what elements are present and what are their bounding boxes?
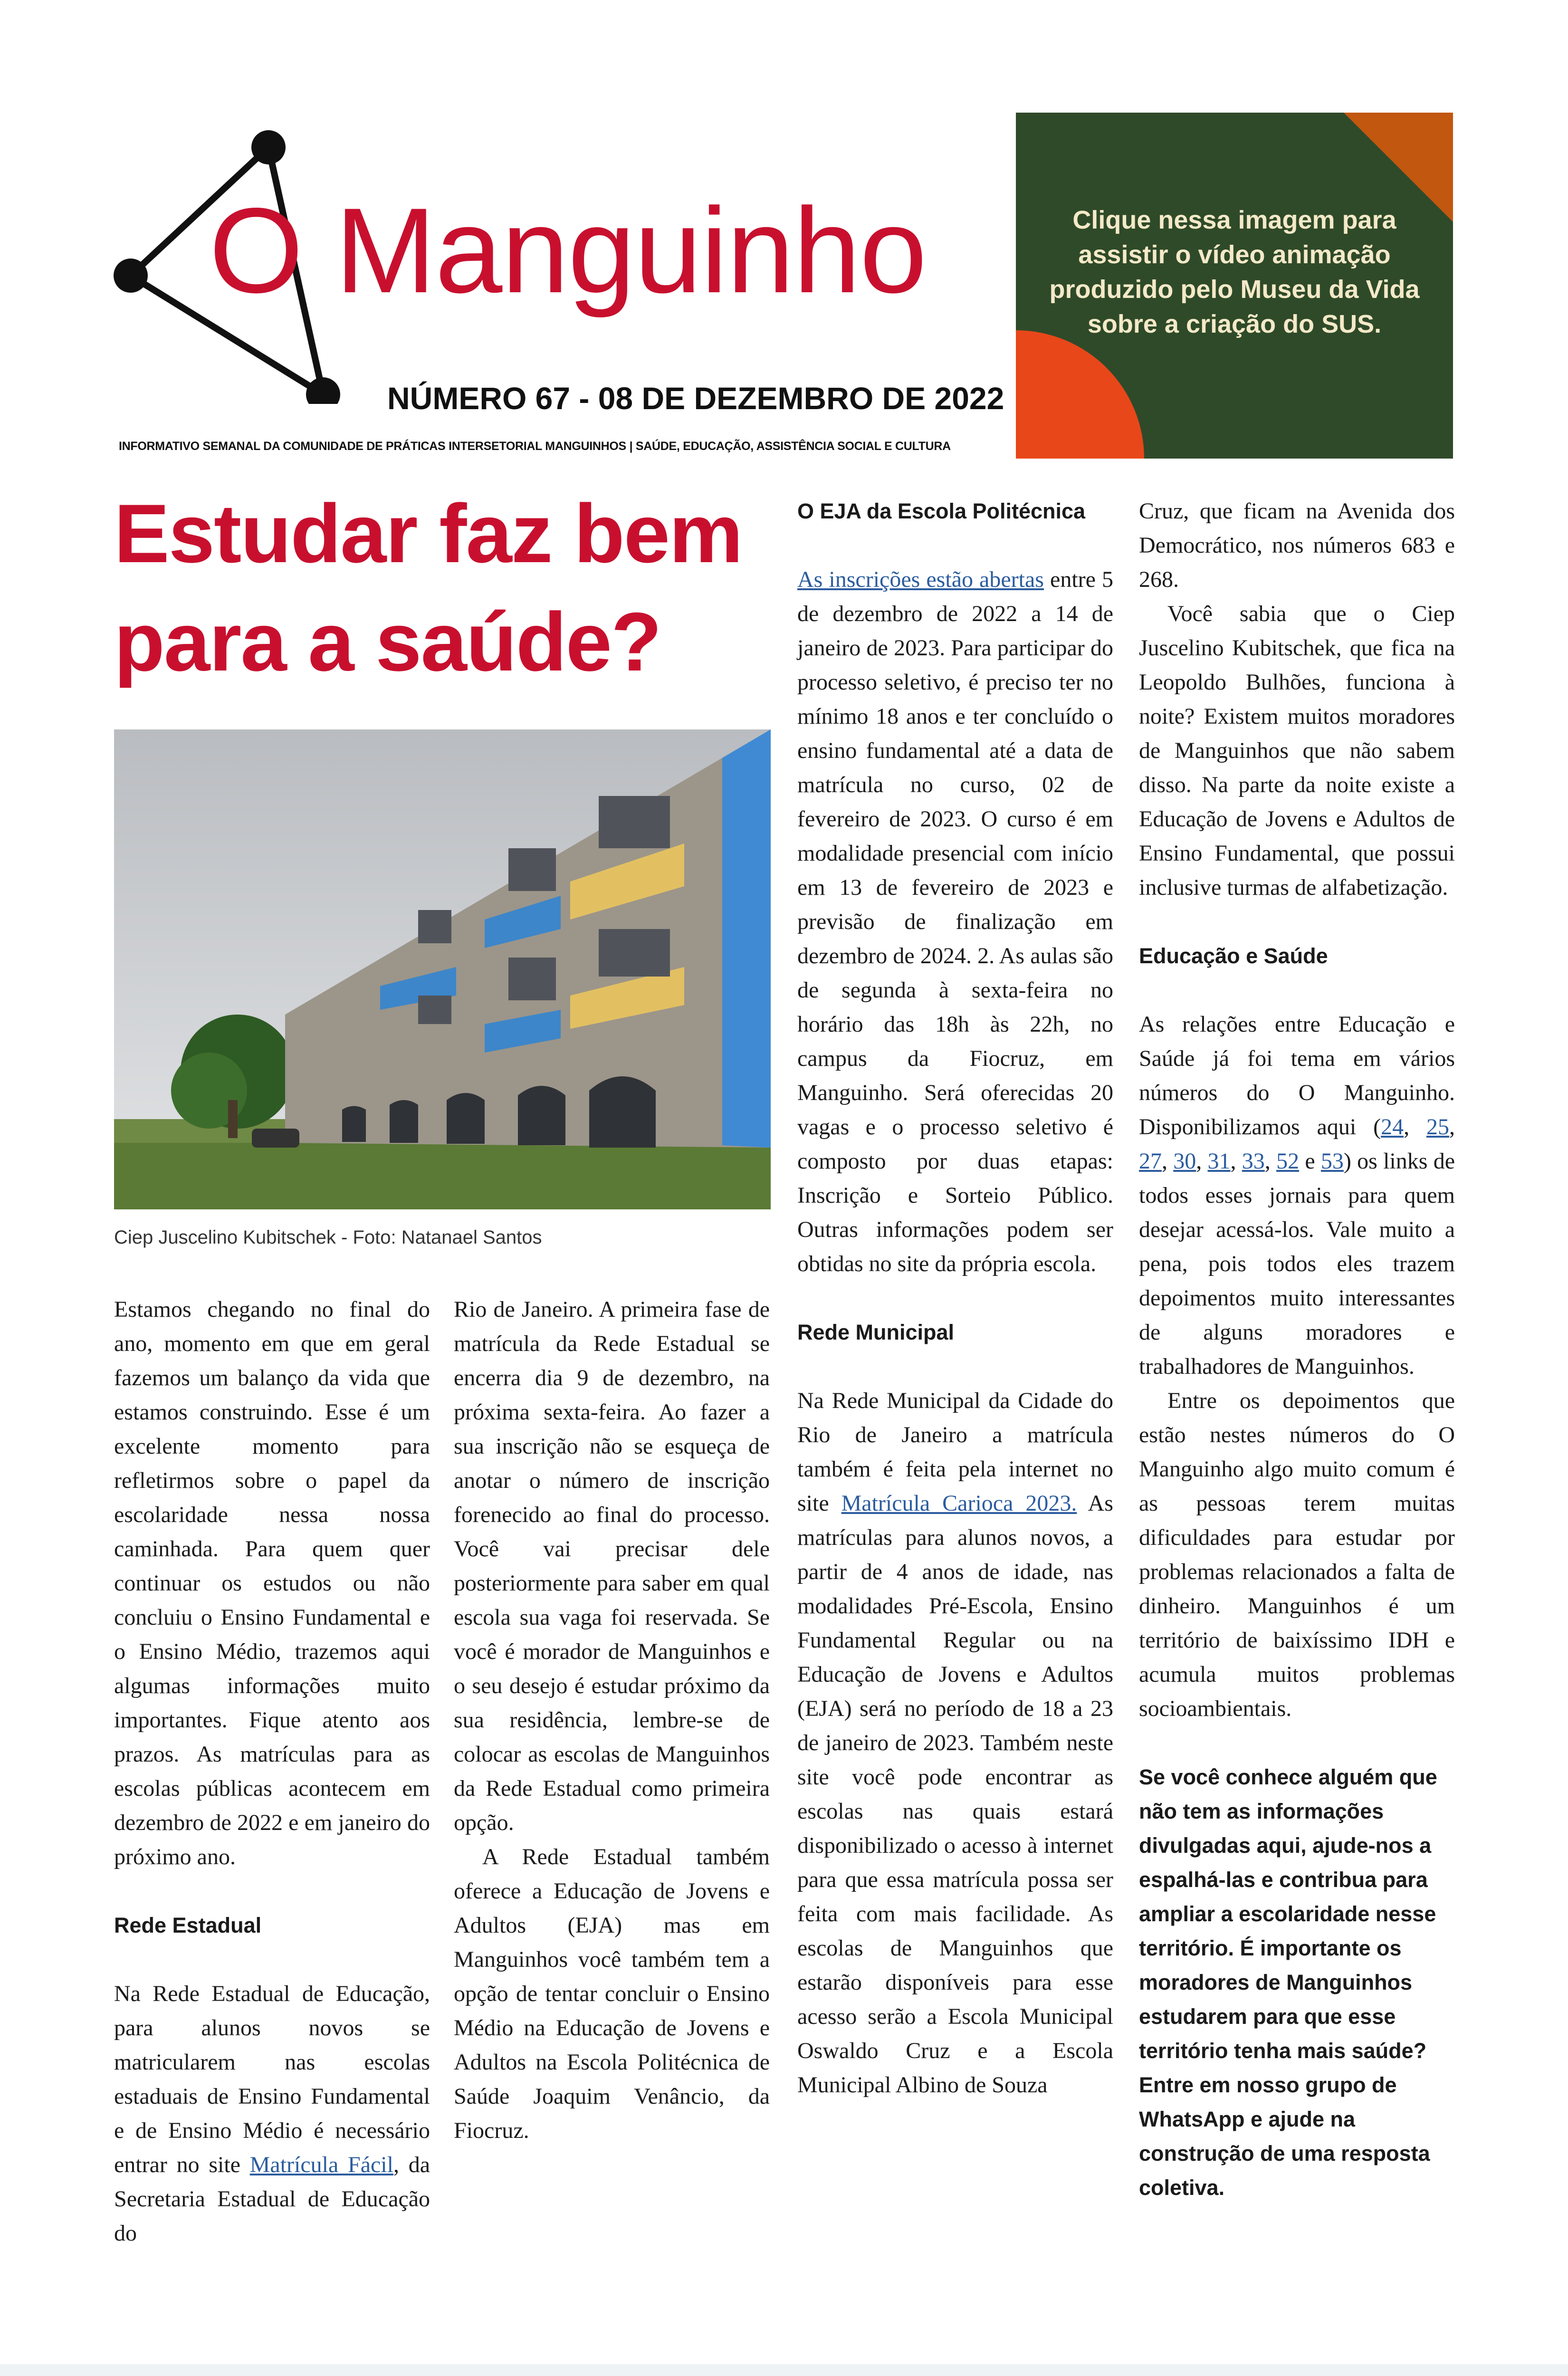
paragraph-text: As relações entre Educação e Saúde já foi tema em vários números do O Manguinho. Disponibilizamos aqui ( <box>1139 1012 1455 1140</box>
paragraph: As relações entre Educação e Saúde já foi tema em vários números do O Manguinho. Disponibilizamos aqui (24, 25, 27, 30, 31, 33, 52 e 53) os links de todos esses jornais para quem desejar acessá-los. Vale muito a pena, pois todos eles trazem depoimentos muito interessantes de alguns moradores e trabalhadores de Manguinhos. <box>1139 1012 1455 1379</box>
section-heading-eja: O EJA da Escola Politécnica <box>797 499 1086 523</box>
paragraph-text: , da Secretaria Estadual de Educação do <box>114 2152 430 2246</box>
headline-line: para a saúde? <box>114 595 661 689</box>
masthead-title: O Manguinho <box>209 183 926 318</box>
promo-text: Clique nessa imagem para assistir o vídeo animação produzido pelo Museu da Vida sobre a criação do SUS. <box>1049 206 1420 338</box>
article-column-4 <box>1139 494 1455 2205</box>
paragraph: A Rede Estadual também oferece a Educação de Jovens e Adultos (EJA) mas em Manguinhos você também tem a opção de tentar concluir o Ensino Médio na Educação de Jovens e Adultos na Escola Politécnica de Saúde Joaquim Venâncio, da Fiocruz. <box>454 1844 770 2143</box>
headline-line: Estudar faz bem <box>114 488 742 580</box>
paragraph-text: Na Rede Municipal da Cidade do Rio de Janeiro a matrícula também é feita pela internet no site <box>797 1388 1113 1516</box>
paragraph-text: As matrículas para alunos novos, a partir de 4 anos de idade, nas modalidades Pré-Escola, Ensino Fundamental Regular ou na Educação de Jovens e Adultos (EJA) será no período de 18 a 23 de janeiro de 2023. Também neste site você pode encontrar as escolas nas quais estará disponibilizado o acesso à internet para que essa matrícula possa ser feita com mais facilidade. As escolas de Manguinhos que estarão disponíveis para esse acesso serão a Escola Municipal Oswaldo Cruz e a Escola Municipal Albino de Souza <box>797 1491 1113 2098</box>
section-heading-educacao-saude: Educação e Saúde <box>1139 944 1328 968</box>
paragraph-text: Na Rede Estadual de Educação, para alunos novos se matricularem nas escolas estaduais de Ensino Fundamental e de Ensino Médio é necessário entrar no site <box>114 1981 430 2177</box>
section-heading-rede-estadual: Rede Estadual <box>114 1913 262 1937</box>
matricula-facil-link[interactable]: Matrícula Fácil <box>249 2152 393 2177</box>
paragraph: Estamos chegando no final do ano, momento em que em geral fazemos um balanço da vida que estamos construindo. Esse é um excelente momento para refletirmos sobre o papel da escolaridade nessa nossa caminhada. Para quem quer continuar os estudos ou não concluiu o Ensino Fundamental e o Ensino Médio, trazemos aqui algumas informações muito importantes. Fique atento aos prazos. As matrículas para as escolas públicas acontecem em dezembro de 2022 e em janeiro do próximo ano. <box>114 1297 430 1869</box>
paragraph <box>114 1977 430 2251</box>
issue-link-24[interactable]: 24 <box>1381 1114 1404 1140</box>
school-building-photo <box>114 729 771 1209</box>
paragraph-text: entre 5 de dezembro de 2022 a 14 de janeiro de 2023. Para participar do processo seletivo, é preciso ter no mínimo 18 anos e ter concluído o ensino fundamental até a data de matrícula no curso, 02 de fevereiro de 2023. O curso é em modalidade presencial com início em 13 de fevereiro de 2023 e previsão de finalização em dezembro de 2024. 2. As aulas são de segunda à sexta-feira no horário das 18h às 22h, no campus da Fiocruz, em Manguinho. Será oferecidas 20 vagas e o processo seletivo é composto por duas etapas: Inscrição e Sorteio Público. Outras informações podem ser obtidas no site da própria escola. <box>797 567 1113 1276</box>
promo-corner-decoration <box>1016 330 1144 459</box>
issue-link-52[interactable]: 52 <box>1276 1149 1300 1174</box>
masthead-tagline: INFORMATIVO SEMANAL DA COMUNIDADE DE PRÁTICAS INTERSETORIAL MANGUINHOS | SAÚDE, EDUCAÇÃO, ASSISTÊNCIA SOCIAL E CULTURA <box>119 440 951 453</box>
paragraph: Entre os depoimentos que estão nestes números do O Manguinho algo muito comum é as pessoas terem muitas dificuldades para estudar por problemas relacionados a falta de dinheiro. Manguinhos é um território de baixíssimo IDH e acumula muitos problemas socioambientais. <box>1139 1388 1455 1721</box>
article-headline <box>114 480 779 696</box>
article-column-2 <box>454 1293 770 2148</box>
photo-caption: Ciep Juscelino Kubitschek - Foto: Natanael Santos <box>114 1227 542 1248</box>
issue-link-33[interactable]: 33 <box>1242 1149 1265 1174</box>
section-heading-rede-municipal: Rede Municipal <box>797 1320 955 1344</box>
issue-link-31[interactable]: 31 <box>1207 1149 1231 1174</box>
paragraph: Cruz, que ficam na Avenida dos Democrático, nos números 683 e 268. <box>1139 498 1455 592</box>
paragraph <box>797 563 1113 1281</box>
call-to-action: Se você conhece alguém que não tem as informações divulgadas aqui, ajude-nos a espalhá-las e contribua para ampliar a escolaridade nesse território. É importante os moradores de Manguinhos estudarem para que esse território tenha mais saúde? Entre em nosso grupo de WhatsApp e ajude na construção de uma resposta coletiva. <box>1139 1765 1437 2200</box>
issue-link-27[interactable]: 27 <box>1139 1149 1162 1174</box>
paragraph: Rio de Janeiro. A primeira fase de matrícula da Rede Estadual se encerra dia 9 de dezembro, na próxima sexta-feira. Ao fazer a sua inscrição não se esqueça de anotar o número de inscrição forenecido ao final do processo. Você vai precisar dele posteriormente para saber em qual escola sua vaga foi reservada. Se você é morador de Manguinhos e o seu desejo é estudar próximo da sua residência, lembre-se de colocar as escolas de Manguinhos da Rede Estadual como primeira opção. <box>454 1297 770 1835</box>
footer <box>0 2364 1568 2376</box>
matricula-carioca-link[interactable]: Matrícula Carioca 2023. <box>841 1491 1077 1516</box>
issue-number-date: NÚMERO 67 - 08 DE DEZEMBRO DE 2022 <box>387 381 1004 416</box>
paragraph <box>797 1384 1113 2102</box>
issue-link-53[interactable]: 53 <box>1320 1149 1344 1174</box>
issue-link-25[interactable]: 25 <box>1426 1114 1449 1140</box>
issue-link-30[interactable]: 30 <box>1173 1149 1196 1174</box>
paragraph-text: ) os links de todos esses jornais para quem desejar acessá-los. Vale muito a pena, pois todos eles trazem depoimentos muito interessantes de alguns moradores e trabalhadores de Manguinhos. <box>1139 1149 1455 1379</box>
inscricoes-abertas-link[interactable]: As inscrições estão abertas <box>797 567 1044 592</box>
article-column-1 <box>114 1293 430 2251</box>
sus-video-promo-banner[interactable] <box>1016 113 1453 459</box>
article-column-3 <box>797 494 1113 2102</box>
paragraph: Você sabia que o Ciep Juscelino Kubitschek, que fica na Leopoldo Bulhões, funciona à noite? Existem muitos moradores de Manguinhos que não sabem disso. Na parte da noite existe a Educação de Jovens e Adultos de Ensino Fundamental, que possui inclusive turmas de alfabetização. <box>1139 601 1455 900</box>
